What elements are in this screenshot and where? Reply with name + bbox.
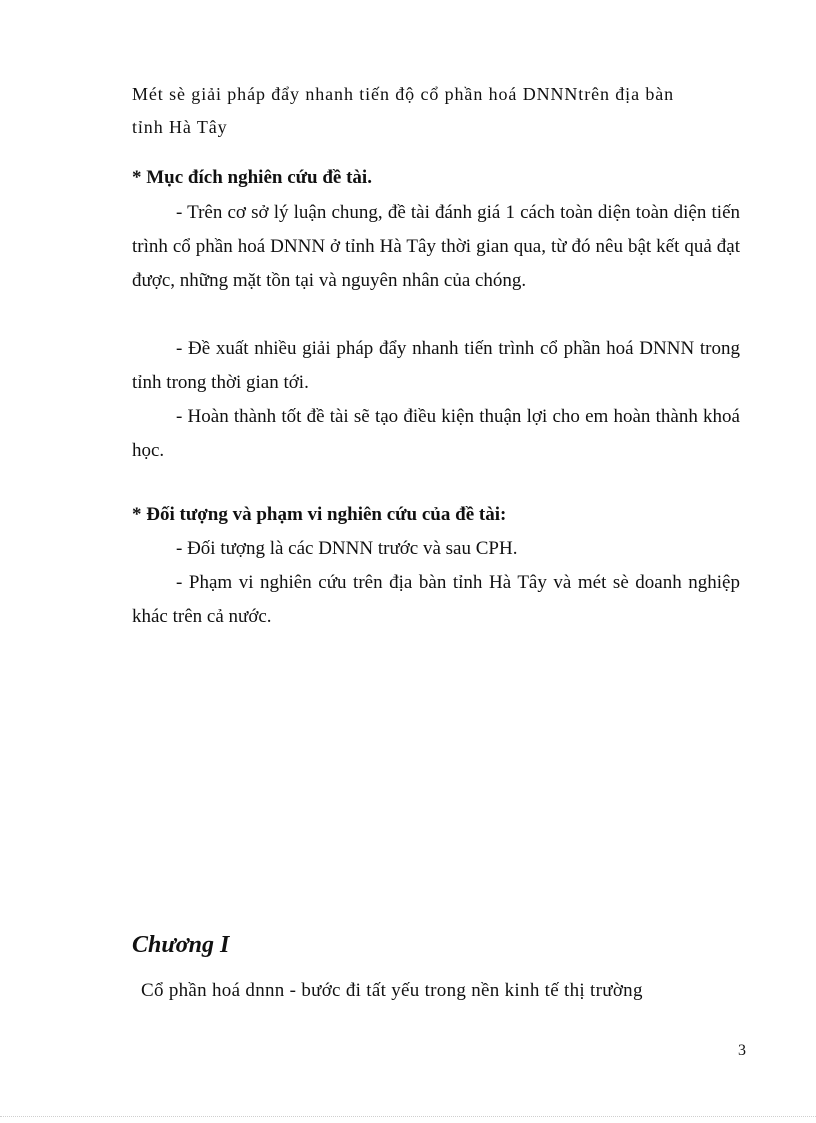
paragraph-purpose-1: - Trên cơ sở lý luận chung, đề tài đánh giá 1 cách toàn diện toàn diện tiến trình cổ phần hoá DNNN ở tỉnh Hà Tây thời gian qua, từ đó nêu bật kết quả đạt được, những mặt tồn tại và nguyên nhân của chóng. — [132, 202, 740, 291]
section-heading-purpose: * Mục đích nghiên cứu đề tài. — [132, 167, 372, 188]
paragraph-purpose-2: - Đề xuất nhiều giải pháp đẩy nhanh tiến trình cổ phần hoá DNNN trong tỉnh trong thời gian tới. — [132, 338, 740, 393]
page-bottom-divider — [0, 1116, 816, 1117]
intro-line-1: Mét sè giải pháp đẩy nhanh tiến độ cổ phần hoá DNNNtrên địa bàn — [132, 84, 675, 104]
intro-line-2: tỉnh Hà Tây — [132, 117, 228, 137]
paragraph-purpose-3: - Hoàn thành tốt đề tài sẽ tạo điều kiện thuận lợi cho em hoàn thành khoá học. — [132, 406, 740, 461]
chapter-title: Chương I — [132, 932, 230, 958]
paragraph-scope-1: - Đối tượng là các DNNN trước và sau CPH. — [176, 538, 518, 559]
paragraph-scope-2: - Phạm vi nghiên cứu trên địa bàn tỉnh Hà Tây và mét sè doanh nghiệp khác trên cả nước. — [132, 572, 740, 627]
page-number: 3 — [738, 1042, 746, 1059]
chapter-subtitle: Cổ phần hoá dnnn - bước đi tất yếu trong nền kinh tế thị trường — [141, 980, 643, 1001]
intro-text — [132, 78, 742, 144]
section-heading-scope: * Đối tượng và phạm vi nghiên cứu của đề tài: — [132, 504, 507, 525]
